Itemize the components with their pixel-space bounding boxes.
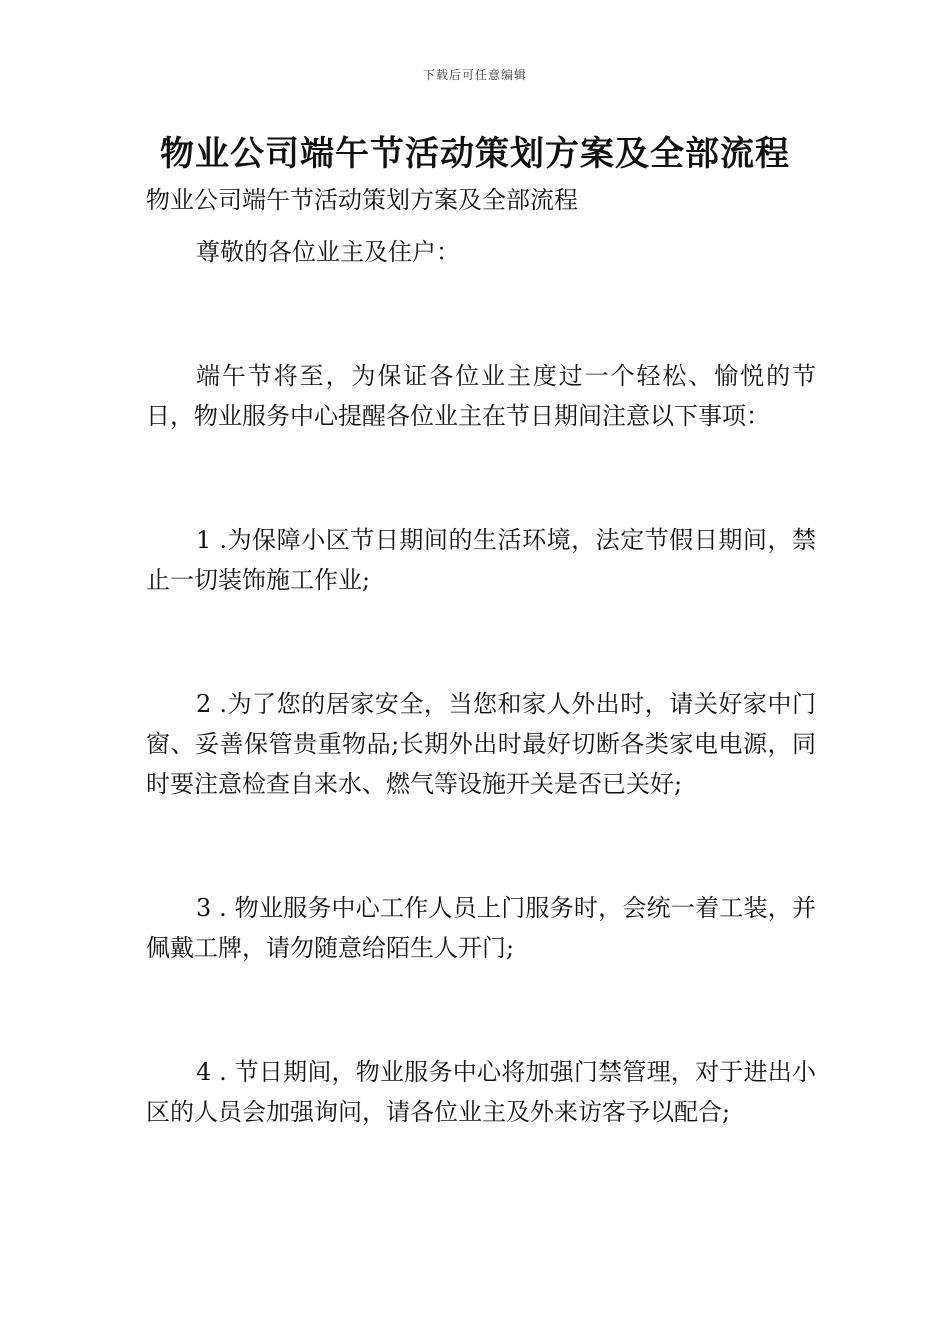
intro-paragraph: 端午节将至，为保证各位业主度过一个轻松、愉悦的节日，物业服务中心提醒各位业主在节日期间注意以下事项： xyxy=(146,362,816,430)
paragraph-spacer xyxy=(146,600,816,684)
greeting-paragraph: 尊敬的各位业主及住户： xyxy=(196,238,460,266)
document-body xyxy=(146,180,816,1132)
paragraph-spacer xyxy=(146,804,816,888)
document-title: 物业公司端午节活动策划方案及全部流程 xyxy=(160,134,790,174)
paragraph-spacer xyxy=(146,272,816,356)
list-item-2: 2 .为了您的居家安全，当您和家人外出时，请关好家中门窗、妥善保管贵重物品;长期外出时最好切断各类家电电源，同时要注意检查自来水、燃气等设施开关是否已关好; xyxy=(146,690,816,798)
paragraph-spacer xyxy=(146,436,816,520)
list-item-3: 3 . 物业服务中心工作人员上门服务时，会统一着工装，并佩戴工牌，请勿随意给陌生人开门; xyxy=(146,894,816,962)
list-item-4: 4 . 节日期间，物业服务中心将加强门禁管理，对于进出小区的人员会加强询问，请各位业主及外来访客予以配合; xyxy=(146,1058,816,1126)
page-header-note: 下载后可任意编辑 xyxy=(422,68,527,82)
document-subtitle: 物业公司端午节活动策划方案及全部流程 xyxy=(146,186,578,214)
list-item-1: 1 .为保障小区节日期间的生活环境，法定节假日期间，禁止一切装饰施工作业; xyxy=(146,526,816,594)
paragraph-spacer xyxy=(146,968,816,1052)
